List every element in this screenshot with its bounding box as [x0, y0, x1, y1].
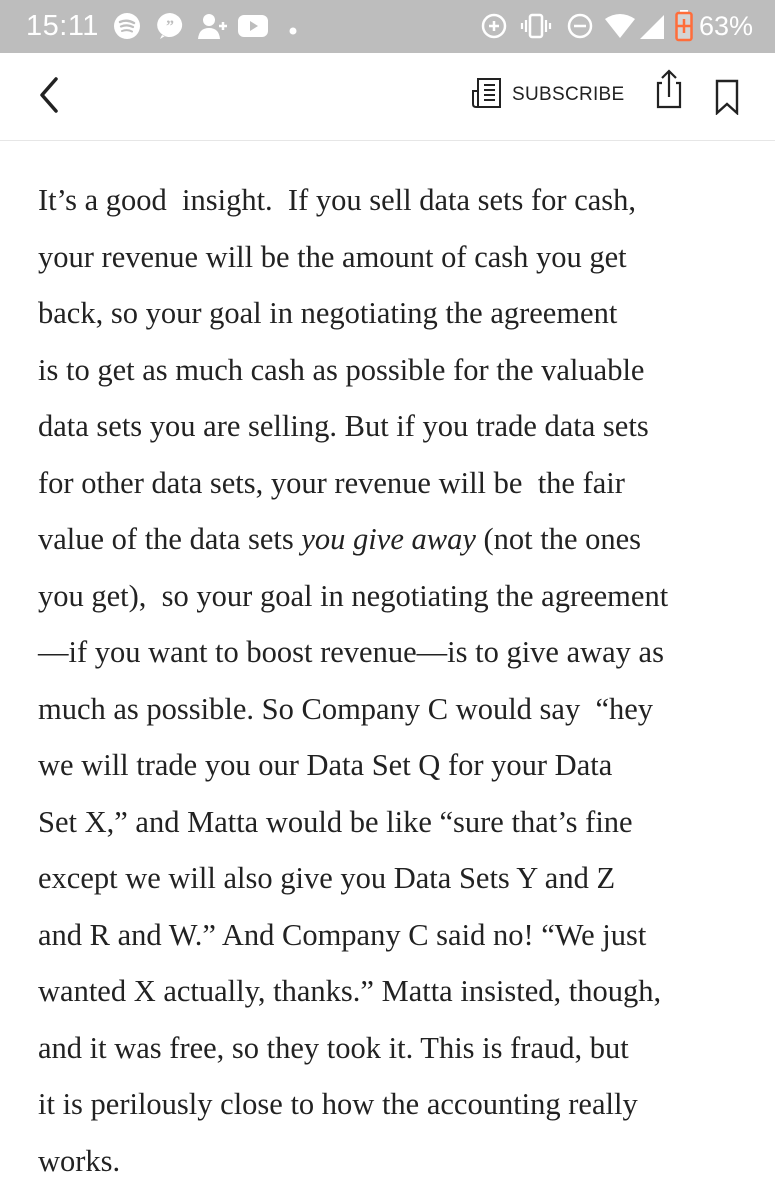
- subscribe-button[interactable]: [470, 75, 625, 115]
- article-line: much as possible. So Company C would say “hey: [38, 691, 654, 726]
- share-icon: [653, 67, 685, 111]
- article-body: [38, 172, 748, 1189]
- article-line: [38, 511, 748, 568]
- battery-percentage: 63%: [699, 11, 754, 41]
- article-line: wanted X actually, thanks.” Matta insisted, though,: [38, 974, 662, 1008]
- spotify-icon: [113, 12, 141, 45]
- article-line: Set X,” and Matta would be like “sure that’s fine: [38, 804, 633, 839]
- article-line: and it was free, so they took it. This is fraud, but: [38, 1030, 629, 1065]
- subscribe-label: SUBSCRIBE: [512, 84, 625, 105]
- bookmark-icon: [713, 79, 741, 115]
- back-button[interactable]: [30, 73, 70, 117]
- article-line: for other data sets, your revenue will be the fair: [38, 465, 625, 500]
- article-line: you get), so your goal in negotiating the agreement: [38, 578, 669, 613]
- article-line: is to get as much cash as possible for the valuable: [38, 352, 645, 387]
- share-button[interactable]: [653, 67, 685, 111]
- article-emphasis: you give away: [301, 522, 476, 556]
- article-line: —if you want to boost revenue—is to give away as: [38, 635, 664, 669]
- status-bar: [0, 0, 775, 53]
- dot-icon: [289, 22, 297, 40]
- do-not-disturb-icon: [566, 12, 594, 45]
- article-line: data sets you are selling. But if you trade data sets: [38, 409, 649, 443]
- signal-icon: [638, 12, 666, 45]
- article-line: It’s a good insight. If you sell data sets for cash,: [38, 183, 637, 217]
- status-time: 15:11: [26, 10, 99, 42]
- app-bar: [0, 53, 775, 141]
- wifi-icon: [604, 13, 636, 44]
- article-line: your revenue will be the amount of cash you get: [38, 239, 627, 274]
- newspaper-icon: [470, 77, 502, 114]
- article-line: works.: [38, 1143, 121, 1178]
- article-line: we will trade you our Data Set Q for your Data: [38, 748, 613, 782]
- article-line: it is perilously close to how the accounting really: [38, 1087, 638, 1121]
- battery-icon: [675, 10, 693, 47]
- back-arrow-icon: [30, 73, 70, 117]
- data-saver-icon: [480, 12, 508, 45]
- article-line: except we will also give you Data Sets Y and Z: [38, 861, 616, 895]
- article-line: and R and W.” And Company C said no! “We just: [38, 917, 647, 952]
- svg-text:”: ”: [166, 18, 174, 35]
- vibrate-icon: [520, 12, 552, 45]
- article-line: back, so your goal in negotiating the agreement: [38, 296, 618, 330]
- bookmark-button[interactable]: [713, 79, 741, 115]
- add-person-icon: [197, 12, 229, 45]
- chat-quote-icon: [156, 12, 184, 45]
- youtube-icon: [238, 15, 268, 42]
- article-text: (not the ones: [475, 522, 642, 556]
- article-text: value of the data sets: [38, 522, 302, 556]
